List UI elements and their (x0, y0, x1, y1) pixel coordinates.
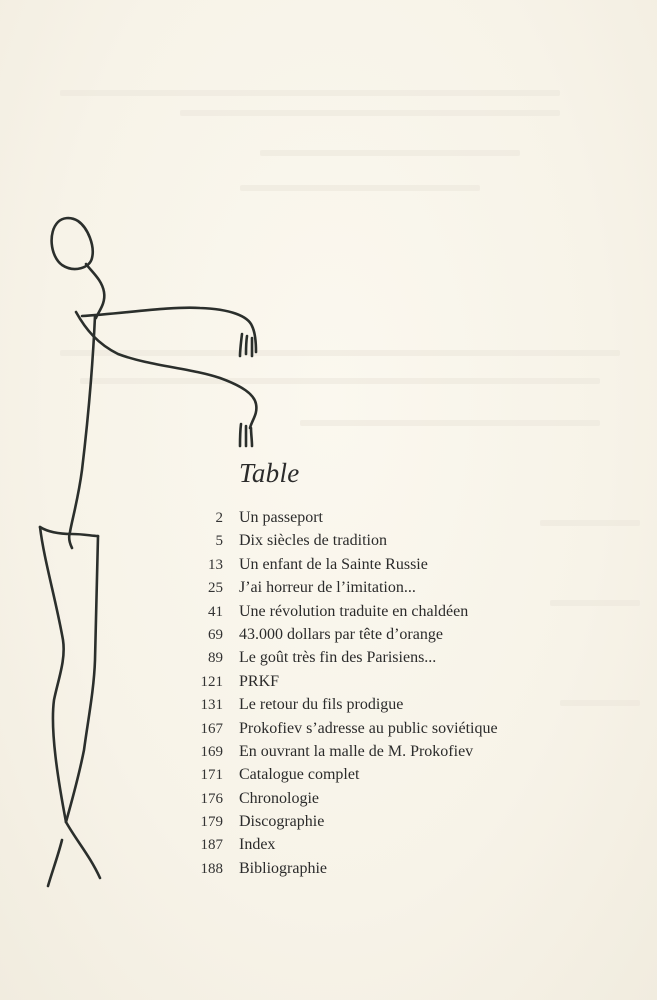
toc-page-number: 171 (200, 767, 223, 784)
toc-entry-title: Prokofiev s’adresse au public soviétique (239, 719, 498, 737)
toc-list (180, 509, 600, 883)
toc-entry-title: Le goût très fin des Parisiens... (239, 649, 437, 667)
toc-entry-title: Un passeport (239, 509, 323, 526)
toc-page-number: 121 (200, 673, 223, 690)
toc-page-number: 167 (200, 720, 223, 737)
toc-entry-title: Index (239, 836, 276, 854)
toc-entry[interactable] (180, 509, 600, 532)
toc-page-number: 176 (200, 790, 223, 807)
toc-entry[interactable] (180, 696, 600, 719)
toc-page-number: 188 (200, 860, 223, 877)
toc-entry[interactable] (180, 532, 600, 555)
toc-entry-title: Discographie (239, 813, 325, 831)
toc-page-number: 13 (208, 556, 223, 573)
toc-entry[interactable] (180, 790, 600, 813)
toc-page-number: 5 (215, 533, 223, 550)
toc-entry-title: Chronologie (239, 789, 319, 807)
toc-entry[interactable] (180, 813, 600, 836)
toc-entry[interactable] (180, 766, 600, 789)
toc-entry-title: Dix siècles de tradition (239, 532, 387, 550)
toc-entry[interactable] (180, 743, 600, 766)
toc-page-number: 131 (200, 697, 223, 714)
toc-entry-title: Un enfant de la Sainte Russie (239, 555, 428, 573)
toc-entry[interactable] (180, 626, 600, 649)
toc-entry-title: Une révolution traduite en chaldéen (239, 602, 469, 620)
toc-entry[interactable] (180, 836, 600, 859)
toc-page-number: 69 (208, 626, 223, 643)
toc-page-number: 169 (200, 743, 223, 760)
toc-title: Table (239, 458, 300, 488)
toc-page-number: 179 (200, 814, 223, 831)
toc-entry[interactable] (180, 860, 600, 883)
toc-page-number: 25 (208, 580, 223, 597)
toc-entry[interactable] (180, 579, 600, 602)
toc-entry-title: En ouvrant la malle de M. Prokofiev (239, 742, 474, 760)
toc-entry[interactable] (180, 556, 600, 579)
toc-entry-title: 43.000 dollars par tête d’orange (239, 625, 443, 643)
toc-entry-title: Bibliographie (239, 859, 327, 877)
toc-entry-title: Catalogue complet (239, 766, 360, 784)
toc-page-number: 187 (200, 837, 223, 854)
toc-entry-title: J’ai horreur de l’imitation... (239, 579, 416, 597)
toc-entry[interactable] (180, 603, 600, 626)
toc-page-number: 89 (208, 650, 223, 667)
toc-entry-title: PRKF (239, 672, 280, 690)
toc-entry[interactable] (180, 649, 600, 672)
toc-entry-title: Le retour du fils prodigue (239, 696, 404, 714)
toc-entry[interactable] (180, 673, 600, 696)
toc-entry[interactable] (180, 720, 600, 743)
toc-page-number: 41 (208, 603, 223, 620)
toc-page-number: 2 (215, 510, 223, 526)
